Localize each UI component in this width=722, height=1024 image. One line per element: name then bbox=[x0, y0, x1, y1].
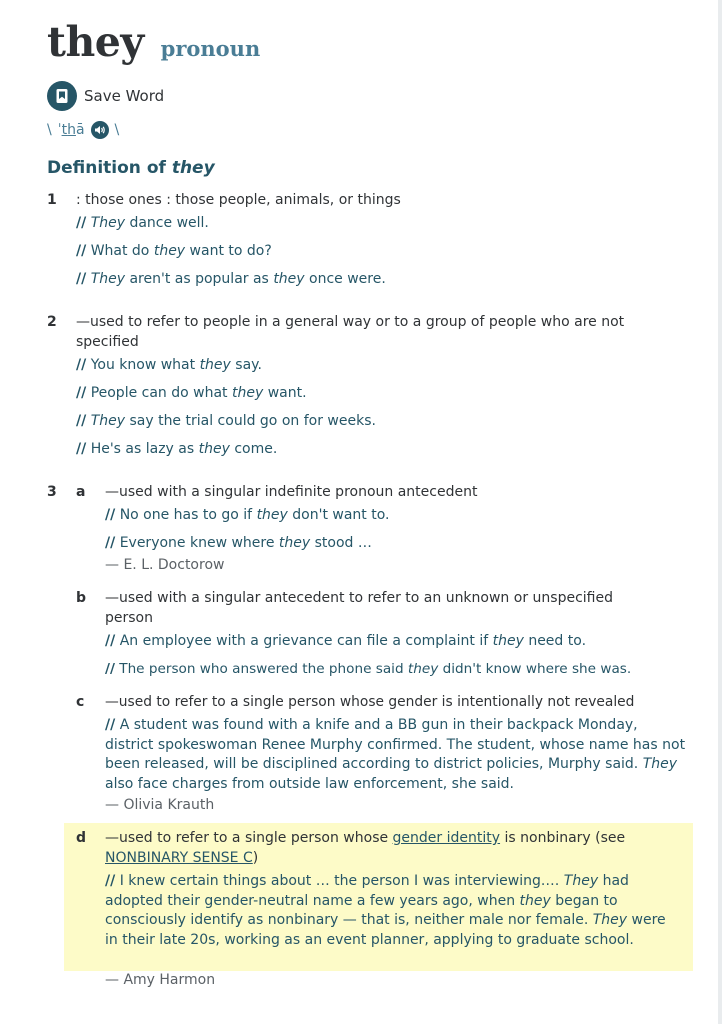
pronunciation bbox=[47, 121, 119, 139]
example-text: People can do what bbox=[90, 385, 232, 401]
sense-3c-attribution: — Olivia Krauth bbox=[105, 797, 215, 813]
sense-3a-definition: —used with a singular indefinite pronoun antecedent bbox=[105, 484, 478, 500]
example-keyword: They bbox=[563, 873, 599, 889]
example-text: need to. bbox=[523, 633, 587, 649]
pron-h: h bbox=[67, 122, 76, 138]
pron-a: ā bbox=[75, 122, 85, 138]
sense-number-1: 1 bbox=[47, 192, 57, 208]
sense-1-example-3 bbox=[76, 270, 386, 290]
sense-2-example-3 bbox=[76, 412, 376, 432]
example-marker: // bbox=[105, 873, 116, 889]
example-text: also face charges from outside law enforcement, she said. bbox=[105, 775, 514, 792]
example-keyword: They bbox=[592, 912, 628, 928]
example-text: didn't know where she was. bbox=[438, 661, 632, 677]
sense-number-3: 3 bbox=[47, 484, 57, 500]
sense-3b-definition: —used with a singular antecedent to refer to an unknown or unspecified person bbox=[105, 590, 613, 626]
pron-close: \ bbox=[114, 122, 120, 138]
example-marker: // bbox=[105, 633, 116, 649]
sense-3b-example-1 bbox=[105, 632, 586, 652]
example-keyword: they bbox=[492, 633, 524, 649]
example-marker: // bbox=[105, 661, 115, 677]
example-marker: // bbox=[76, 441, 87, 457]
example-text: want to do? bbox=[185, 243, 272, 259]
example-text: What do bbox=[90, 243, 154, 259]
example-keyword: they bbox=[278, 535, 311, 551]
example-keyword: They bbox=[90, 413, 126, 429]
example-text: once were. bbox=[304, 271, 386, 287]
scrollbar-track[interactable] bbox=[718, 0, 722, 1024]
pron-open: \ bbox=[47, 122, 52, 138]
sense-3b-example-2 bbox=[105, 660, 631, 680]
example-text: were in their late 20s, working as an event planner, applying to graduate school. bbox=[105, 912, 666, 948]
sense-3b-letter: b bbox=[76, 590, 87, 606]
example-text: dance well. bbox=[125, 215, 209, 231]
speaker-icon[interactable] bbox=[91, 121, 109, 139]
example-text: don't want to. bbox=[287, 507, 390, 523]
definition-text: ) bbox=[252, 849, 259, 866]
example-text: began to consciously identify as nonbinary — that is, neither male nor female. bbox=[105, 892, 618, 928]
example-keyword: they bbox=[407, 661, 439, 677]
sense-1-definition: : those ones : those people, animals, or things bbox=[76, 192, 401, 208]
sense-1-example-1 bbox=[76, 214, 209, 234]
sense-3c-definition: —used to refer to a single person whose gender is intentionally not revealed bbox=[105, 694, 635, 710]
example-text: aren't as popular as bbox=[125, 271, 274, 287]
sense-2-example-4 bbox=[76, 440, 277, 460]
sense-number-2: 2 bbox=[47, 314, 57, 330]
sense-3c-letter: c bbox=[76, 694, 85, 710]
sense-3d-attribution: — Amy Harmon bbox=[105, 972, 216, 988]
definition-text: —used to refer to a single person whose bbox=[105, 830, 393, 846]
example-text: say the trial could go on for weeks. bbox=[125, 413, 376, 429]
example-marker: // bbox=[76, 385, 87, 401]
example-marker: // bbox=[76, 215, 87, 231]
example-keyword: they bbox=[256, 507, 288, 523]
example-keyword: They bbox=[642, 756, 678, 772]
example-text: had adopted their gender-neutral name a few years ago, when bbox=[105, 873, 629, 909]
example-marker: // bbox=[105, 717, 116, 733]
example-marker: // bbox=[76, 413, 87, 429]
example-text: say. bbox=[230, 357, 262, 373]
pron-accent: ˈ bbox=[57, 122, 62, 138]
headword-row bbox=[47, 18, 260, 66]
headword: they bbox=[47, 18, 144, 66]
pron-t: t bbox=[61, 122, 68, 138]
sense-3a-example-2 bbox=[105, 534, 372, 554]
definition-text: is nonbinary (see bbox=[500, 830, 626, 846]
sense-3a-attribution: — E. L. Doctorow bbox=[105, 557, 225, 573]
example-marker: // bbox=[76, 271, 87, 287]
sense-2-example-1 bbox=[76, 356, 262, 376]
example-text: want. bbox=[263, 385, 307, 401]
example-keyword: they bbox=[273, 271, 305, 287]
sense-2-example-2 bbox=[76, 384, 307, 404]
example-text: No one has to go if bbox=[119, 507, 257, 523]
example-text: Everyone knew where bbox=[119, 535, 279, 551]
sense-3a-letter: a bbox=[76, 484, 86, 500]
sense-3a-example-1 bbox=[105, 506, 390, 526]
sense-3c-example-1 bbox=[105, 716, 690, 794]
example-keyword: they bbox=[198, 441, 230, 457]
example-text: The person who answered the phone said bbox=[119, 661, 408, 677]
sense-1-example-2 bbox=[76, 242, 272, 262]
example-keyword: They bbox=[90, 215, 126, 231]
example-text: come. bbox=[229, 441, 278, 457]
save-word-label: Save Word bbox=[84, 87, 165, 105]
example-keyword: they bbox=[232, 385, 264, 401]
definition-heading bbox=[47, 158, 215, 178]
definition-heading-word: they bbox=[171, 158, 215, 178]
example-keyword: they bbox=[199, 357, 231, 373]
example-text: You know what bbox=[90, 357, 200, 373]
bookmark-icon bbox=[47, 81, 77, 111]
example-text: I knew certain things about … the person I was interviewing.… bbox=[119, 873, 564, 889]
example-marker: // bbox=[76, 243, 87, 259]
example-marker: // bbox=[105, 507, 116, 523]
definition-heading-prefix: Definition of bbox=[47, 158, 172, 178]
example-text: He's as lazy as bbox=[90, 441, 199, 457]
gender-identity-link[interactable]: gender identity bbox=[392, 830, 501, 846]
example-marker: // bbox=[105, 535, 116, 551]
sense-2-definition: —used to refer to people in a general way or to a group of people who are not specified bbox=[76, 314, 625, 350]
sense-3d-example-1 bbox=[105, 872, 680, 950]
example-text: A student was found with a knife and a BB gun in their backpack Monday, district spokeswoman Renee Murphy confirmed. The student, whose name has not been released, will be disciplined according to district policies, Murphy said. bbox=[105, 717, 686, 772]
example-text: An employee with a grievance can file a complaint if bbox=[119, 633, 493, 649]
example-text: stood … bbox=[310, 535, 372, 551]
example-keyword: they bbox=[153, 243, 186, 259]
example-keyword: they bbox=[519, 892, 551, 909]
part-of-speech-link[interactable]: pronoun bbox=[160, 36, 261, 61]
nonbinary-sense-c-link[interactable]: NONBINARY SENSE C bbox=[105, 849, 253, 866]
example-marker: // bbox=[76, 357, 87, 373]
example-keyword: They bbox=[90, 271, 126, 287]
sense-3d-letter: d bbox=[76, 830, 87, 846]
sense-3d-definition bbox=[105, 829, 685, 868]
save-word-button[interactable] bbox=[47, 81, 164, 111]
